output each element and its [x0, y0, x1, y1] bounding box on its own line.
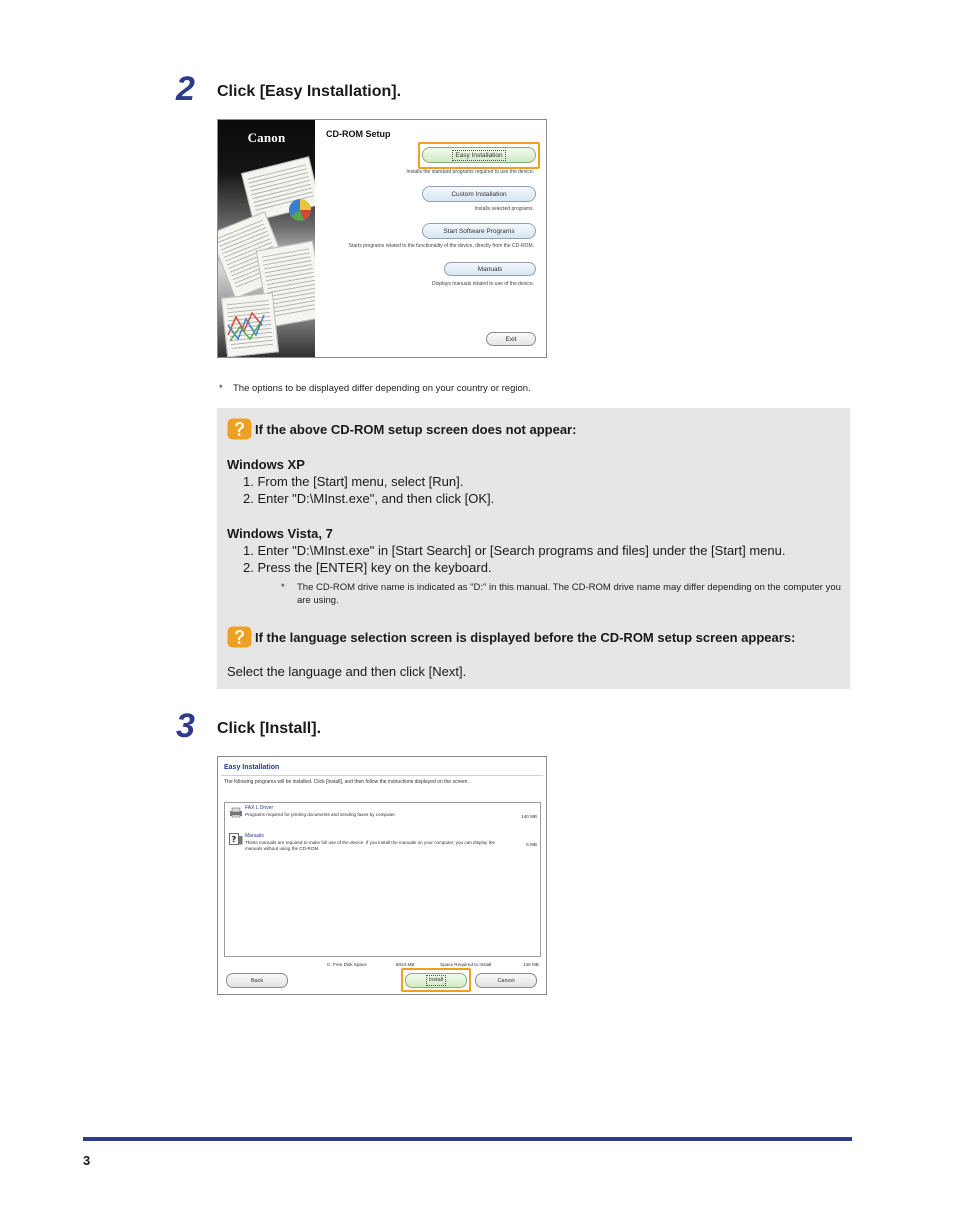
install-button[interactable] — [405, 973, 467, 988]
cancel-button[interactable]: Cancel — [475, 973, 537, 988]
free-space-label: C: Free Disk Space — [327, 962, 367, 967]
easy-installation-window-title: Easy Installation — [224, 764, 280, 771]
page-number: 3 — [83, 1153, 91, 1168]
printer-icon — [229, 807, 243, 818]
question-icon — [227, 418, 252, 440]
manuals-item-desc: These manuals are required to make full use of the device. If you install the manuals on your computer, you can display the manuals without using the CD-ROM. — [245, 840, 495, 851]
exit-button[interactable]: Exit — [486, 332, 536, 346]
manuals-icon — [229, 833, 243, 845]
step-3-title: Click [Install]. — [217, 720, 322, 737]
fax-driver-size: 140 MB — [521, 814, 537, 819]
footer-rule — [83, 1137, 852, 1141]
easy-installation-screenshot — [217, 756, 547, 995]
start-software-desc: Starts programs related to the functionality of the device, directly from the CD-ROM. — [348, 243, 534, 249]
tip-heading-2 — [227, 626, 795, 648]
fax-driver-desc: Programs required for printing documents and sending faxes by computer. — [245, 812, 396, 817]
language-select-text: Select the language and then click [Next]. — [227, 664, 467, 679]
step-2-number: 2 — [176, 70, 195, 108]
canon-side-banner — [218, 120, 315, 357]
vista-step-1: 1. Enter "D:\MInst.exe" in [Start Search] or [Search programs and files] under the [Start] menu. — [243, 543, 786, 558]
start-software-button[interactable]: Start Software Programs — [422, 223, 536, 239]
note-text: The CD-ROM drive name is indicated as "D:" in this manual. The CD-ROM drive name may differ depending on the computer you are using. — [297, 582, 841, 606]
custom-installation-desc: Installs selected programs. — [474, 206, 534, 212]
tip-heading-1-text: If the above CD-ROM setup screen does not appear: — [255, 421, 577, 437]
svg-text:?: ? — [231, 835, 237, 844]
cdrom-window-title: CD-ROM Setup — [326, 129, 391, 139]
xp-step-1: 1. From the [Start] menu, select [Run]. — [243, 474, 464, 489]
cdrom-setup-screenshot — [217, 119, 547, 358]
tip-heading-2-text: If the language selection screen is displayed before the CD-ROM setup screen appears: — [255, 629, 796, 645]
question-icon — [227, 626, 252, 648]
easy-installation-label: Easy Installation — [452, 150, 505, 161]
canon-logo: Canon — [247, 130, 286, 145]
program-list[interactable] — [224, 802, 541, 957]
manuals-name: Manuals — [245, 833, 264, 839]
custom-installation-button[interactable]: Custom Installation — [422, 186, 536, 202]
footnote-star: * — [219, 383, 223, 394]
manuals-desc: Displays manuals related to use of the device. — [432, 281, 534, 287]
manuals-button[interactable]: Manuals — [444, 262, 536, 276]
tip-heading-1 — [227, 418, 576, 440]
options-footnote — [219, 383, 531, 394]
note-star: * — [281, 582, 285, 593]
step-3-number: 3 — [176, 707, 195, 745]
install-label: Install — [426, 975, 446, 986]
install-instructions: The following programs will be installed. Click [Install], and then follow the instructions displayed on the screen. — [224, 779, 469, 785]
title-divider — [221, 775, 543, 776]
required-space-value: 146 MB — [523, 962, 539, 967]
windows-xp-title: Windows XP — [227, 457, 305, 472]
required-space-label: Space Required to Install — [440, 962, 492, 967]
line-graph-icon — [226, 305, 266, 345]
troubleshooting-box — [217, 408, 850, 689]
windows-vista-title: Windows Vista, 7 — [227, 526, 333, 541]
pie-chart-icon — [286, 196, 314, 224]
footnote-text: The options to be displayed differ depending on your country or region. — [233, 383, 531, 394]
easy-installation-desc: Installs the standard programs required to use the device. — [406, 169, 534, 175]
manuals-size: 6 MB — [526, 842, 537, 847]
vista-step-2: 2. Press the [ENTER] key on the keyboard. — [243, 560, 492, 575]
drive-name-note — [281, 581, 841, 607]
xp-step-2: 2. Enter "D:\MInst.exe", and then click [OK]. — [243, 491, 495, 506]
step-2-title: Click [Easy Installation]. — [217, 83, 402, 100]
back-button[interactable]: Back — [226, 973, 288, 988]
fax-driver-name: FAX L Driver — [245, 805, 274, 811]
easy-installation-button[interactable] — [422, 147, 536, 163]
free-space-value: 6024 MB — [396, 962, 415, 967]
